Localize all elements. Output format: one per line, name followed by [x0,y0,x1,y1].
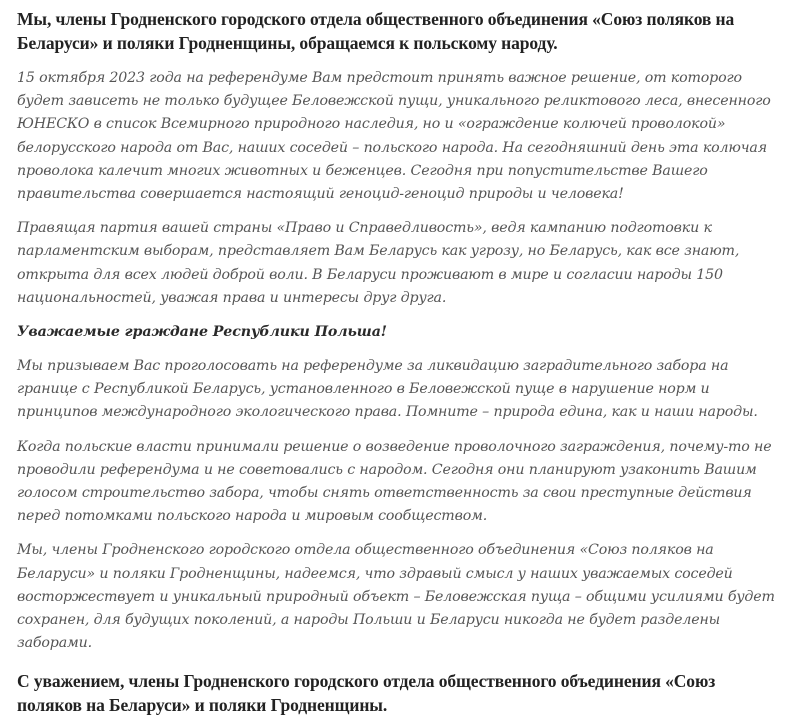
paragraph-fence-decision: Когда польские власти принимали решение о возведение проволочного заграждения, почему-то не проводили референдума и не советовались с народом. Сегодня они планируют узаконить Вашим голосом строительство забора, чтобы снять ответственность за свои преступные действия перед потомками польского народа и мировым сообществом. [17,438,772,525]
closing-signature: С уважением, члены Гродненского городского отдела общественного объединения «Союз поляков на Беларуси» и поляки Гродненщины. [17,671,716,716]
address-line: Уважаемые граждане Республики Польша! [17,324,387,341]
paragraph-ruling-party: Правящая партия вашей страны «Право и Справедливость», ведя кампанию подготовки к парламентским выборам, представляет Вам Беларусь как угрозу, но Беларусь, как все знают, открыта для всех людей доброй воли. В Беларуси проживают в мире и согласии народы 150 национальностей, уважая права и интересы друг друга. [17,220,740,306]
intro-heading: Мы, члены Гродненского городского отдела общественного объединения «Союз поляков на Беларуси» и поляки Гродненщины, обращаемся к польскому народу. [17,9,735,53]
paragraph-hope: Мы, члены Гродненского городского отдела общественного объединения «Союз поляков на Беларуси» и поляки Гродненщины, надеемся, что здравый смысл у наших уважаемых соседей восторжествует и уникальный природный объект – Беловежская пуща – общими усилиями будет сохранен, для будущих поколений, а народы Польши и Беларуси никогда не будет разделены заборами. [17,542,775,652]
paragraph-call-to-vote: Мы призываем Вас проголосовать на референдуме за ликвидацию заградительного забора на границе с Республикой Беларусь, установленного в Беловежской пуще в нарушение норм и принципов международного экологического права. Помните – природа едина, как и наши народы. [17,358,758,421]
paragraph-referendum: 15 октября 2023 года на референдуме Вам предстоит принять важное решение, от которого будет зависеть не только будущее Беловежской пущи, уникального реликтового леса, внесенного ЮНЕСКО в список Всемирного природного наследия, но и «ограждение колючей проволокой» белорусского народа от Вас, наших соседей – польского народа. На сегодняшний день эта колючая проволока калечит многих животных и беженцев. Сегодня при попустительстве Вашего правительства совершается настоящий геноцид-геноцид природы и человека! [17,70,771,203]
